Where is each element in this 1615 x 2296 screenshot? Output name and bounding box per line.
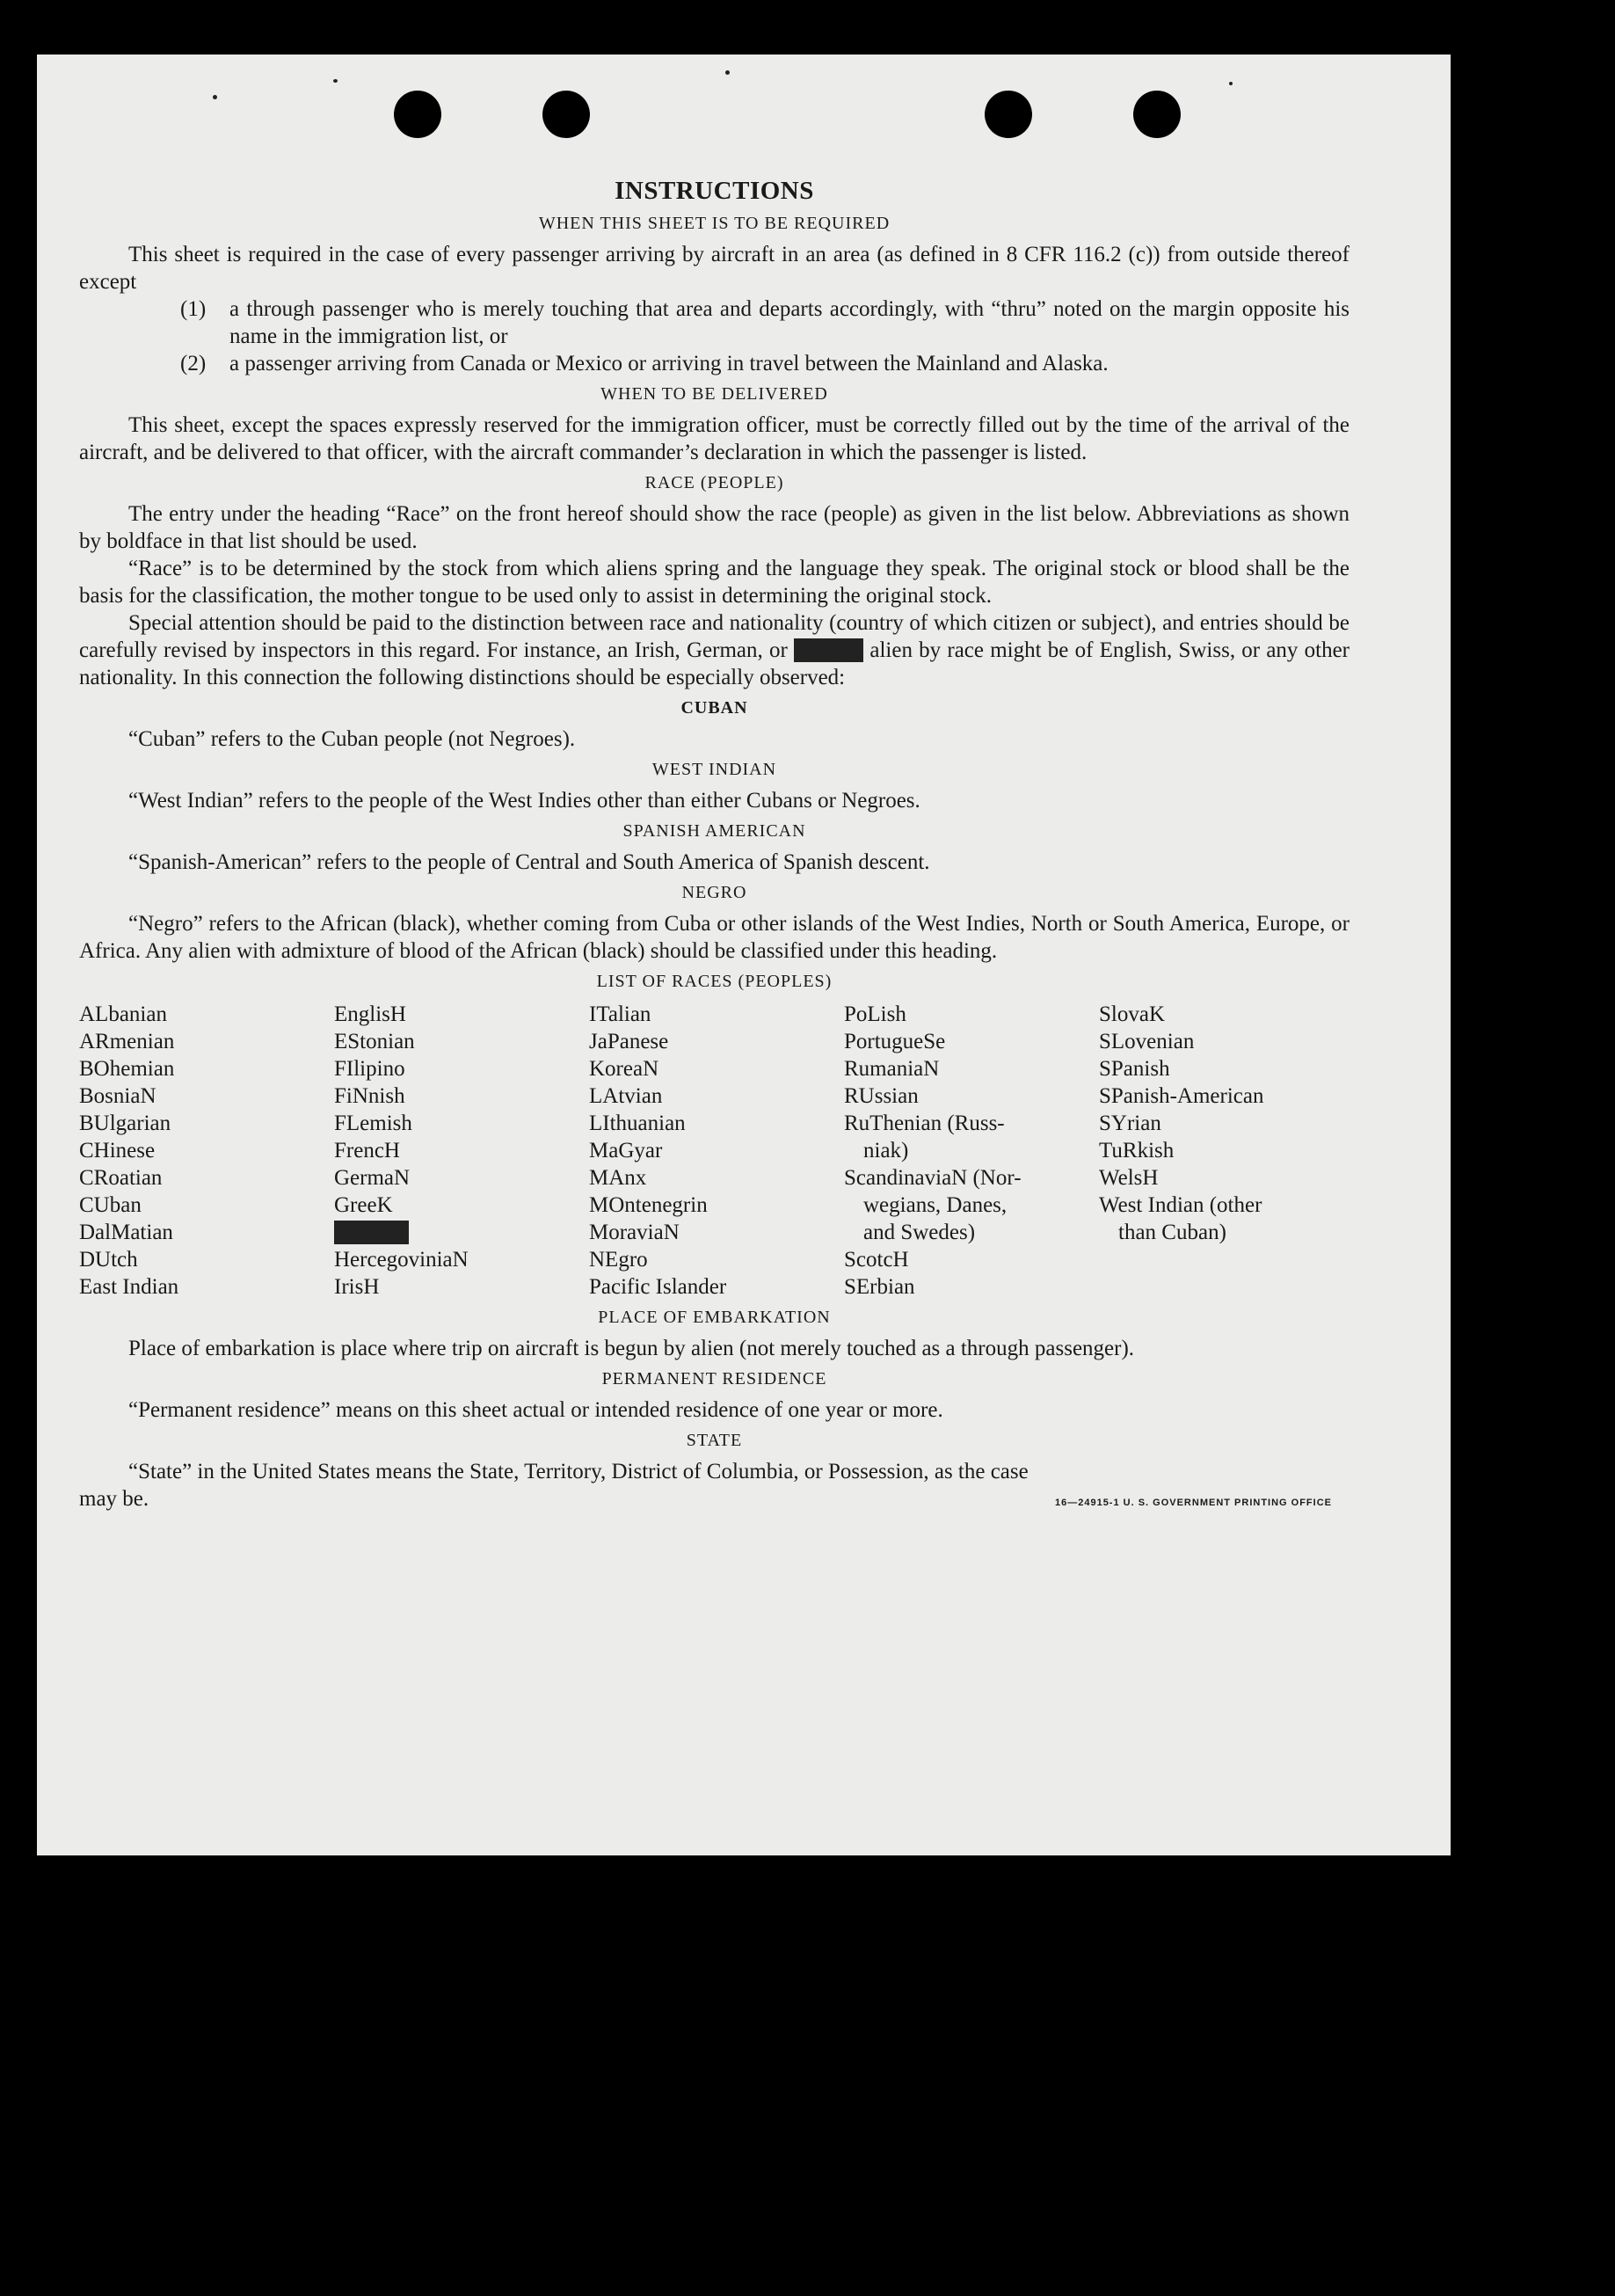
section-heading-residence: PERMANENT RESIDENCE (601, 1369, 827, 1389)
race-entry: CRoatian (79, 1166, 163, 1190)
race-entry: ITalian (589, 1002, 651, 1026)
races-column (1099, 1001, 1354, 1301)
race-entry: RUssian (844, 1084, 919, 1108)
race-entry: PoLish (844, 1002, 906, 1026)
exception-number: (1) (180, 297, 207, 321)
printing-office-imprint: 16—24915-1 U. S. GOVERNMENT PRINTING OFFICE (1054, 1498, 1332, 1508)
race-entry: BosniaN (79, 1084, 156, 1108)
race-paragraph-3 (79, 609, 1349, 691)
west-indian-text: “West Indian” refers to the people of the West Indies other than either Cubans or Negroes. (128, 789, 920, 813)
race-entry: MOntenegrin (589, 1193, 708, 1217)
section-heading-when-required: WHEN THIS SHEET IS TO BE REQUIRED (538, 214, 891, 233)
race-entry: BUlgarian (79, 1112, 171, 1135)
race-entry-continued: than Cuban) (1118, 1221, 1226, 1244)
race-entry: RuThenian (Russ- (844, 1112, 1005, 1135)
races-list (79, 1001, 1349, 1301)
race-entry: JaPanese (589, 1030, 669, 1053)
punch-hole (1133, 91, 1181, 138)
race-entry: BOhemian (79, 1057, 175, 1081)
race-entry: SPanish-American (1099, 1084, 1264, 1108)
embarkation-text: Place of embarkation is place where trip on aircraft is begun by alien (not merely touched as a through passenger). (128, 1337, 1135, 1360)
cuban-text: “Cuban” refers to the Cuban people (not Negroes). (128, 727, 576, 751)
race-entry: EStonian (334, 1030, 415, 1053)
race-entry: CUban (79, 1193, 142, 1217)
race-entry: NEgro (589, 1248, 648, 1272)
state-text: “State” in the United States means the State, Territory, District of Columbia, or Possession, as the case (128, 1460, 1029, 1483)
race-entry-continued: wegians, Danes, (863, 1193, 1008, 1217)
race-entry: FrencH (334, 1139, 400, 1163)
race-entry: FLemish (334, 1112, 412, 1135)
race-entry: FiNnish (334, 1084, 405, 1108)
race-entry-continued: and Swedes) (863, 1221, 976, 1244)
race-entry: LIthuanian (589, 1112, 686, 1135)
race-entry: SlovaK (1099, 1002, 1165, 1026)
section-heading-race: RACE (PEOPLE) (644, 473, 784, 492)
when-delivered-text: This sheet, except the spaces expressly reserved for the immigration officer, must be correctly filled out by the time of the arrival of the aircraft, and be delivered to that officer, with the aircraft commander’s declaration in which the passenger is listed. (79, 413, 1349, 464)
section-heading-cuban: CUBAN (680, 698, 748, 718)
section-heading-negro: NEGRO (681, 883, 747, 902)
race-entry: KoreaN (589, 1057, 659, 1081)
race-entry: SPanish (1099, 1057, 1170, 1081)
race-entry: CHinese (79, 1139, 156, 1163)
race-entry: SYrian (1099, 1112, 1161, 1135)
state-footer-line (79, 1485, 1349, 1517)
race-entry: EnglisH (334, 1002, 406, 1026)
race-entry: PortugueSe (844, 1030, 946, 1053)
section-heading-embarkation: PLACE OF EMBARKATION (598, 1308, 831, 1327)
race-entry: DUtch (79, 1248, 138, 1272)
race-entry: RumaniaN (844, 1057, 940, 1081)
race-paragraph-3-start: Special attention should be paid to the distinction between race and nationality (country of which citizen or subject), and entries should be carefully revised by inspectors in this regard. For instance, an Irish, German, or (79, 611, 1349, 662)
page-title: INSTRUCTIONS (615, 177, 814, 205)
spanish-american-text: “Spanish-American” refers to the people of Central and South America of Spanish descent. (128, 850, 930, 874)
race-entry: ALbanian (79, 1002, 167, 1026)
section-heading-spanish-american: SPANISH AMERICAN (622, 821, 806, 841)
section-heading-west-indian: WEST INDIAN (651, 760, 777, 779)
struck-word: HebreW (334, 1221, 409, 1244)
when-required-intro: This sheet is required in the case of every passenger arriving by aircraft in an area (as defined in 8 CFR 116.2 (c)) from outside thereof except (79, 243, 1349, 294)
race-entry: SErbian (844, 1275, 915, 1299)
race-paragraph-3-end: alien by race might be of English, Swiss, or any other nationality. In this connection the following distinctions should be especially observed: (79, 638, 1350, 689)
race-entry: MoraviaN (589, 1221, 680, 1244)
race-entry: DalMatian (79, 1221, 173, 1244)
race-entry: MAnx (589, 1166, 647, 1190)
race-entry: East Indian (79, 1275, 179, 1299)
race-entry: LAtvian (589, 1084, 663, 1108)
race-paragraph-1: The entry under the heading “Race” on the front hereof should show the race (people) as given in the list below. Abbreviations as shown by boldface in that list should be used. (79, 502, 1349, 553)
section-heading-list-of-races: LIST OF RACES (PEOPLES) (596, 972, 833, 991)
race-entry: IrisH (334, 1275, 380, 1299)
race-entry: ScandinaviaN (Nor- (844, 1166, 1022, 1190)
struck-word: Hebrew (794, 638, 864, 662)
exception-item (180, 295, 1349, 350)
residence-text: “Permanent residence” means on this sheet actual or intended residence of one year or more. (128, 1398, 943, 1422)
dust-speck (725, 70, 730, 75)
race-entry-struck (334, 1219, 589, 1246)
race-entry: HercegoviniaN (334, 1248, 469, 1272)
instructions-content (79, 178, 1349, 1517)
race-entry: GermaN (334, 1166, 411, 1190)
punch-hole (394, 91, 441, 138)
race-entry: FIlipino (334, 1057, 405, 1081)
state-text-end: may be. (79, 1487, 149, 1511)
race-entry: GreeK (334, 1193, 393, 1217)
dust-speck (213, 95, 217, 99)
section-heading-state: STATE (686, 1431, 743, 1450)
races-column (589, 1001, 844, 1301)
race-entry: SLovenian (1099, 1030, 1195, 1053)
races-column (334, 1001, 589, 1301)
section-heading-when-delivered: WHEN TO BE DELIVERED (600, 384, 828, 404)
race-entry: TuRkish (1099, 1139, 1175, 1163)
exception-text: a through passenger who is merely touching that area and departs accordingly, with “thru” noted on the margin opposite his name in the immigration list, or (229, 297, 1349, 348)
punch-hole (542, 91, 590, 138)
races-column (79, 1001, 334, 1301)
negro-text: “Negro” refers to the African (black), whether coming from Cuba or other islands of the West Indies, North or South America, Europe, or Africa. Any alien with admixture of blood of the African (black) should be classified under this heading. (79, 912, 1349, 963)
exception-number: (2) (180, 352, 207, 375)
exception-item (180, 350, 1349, 377)
race-entry: WelsH (1099, 1166, 1159, 1190)
dust-speck (333, 79, 338, 83)
exception-text: a passenger arriving from Canada or Mexico or arriving in travel between the Mainland and Alaska. (229, 352, 1109, 375)
race-paragraph-2: “Race” is to be determined by the stock from which aliens spring and the language they speak. The original stock or blood shall be the basis for the classification, the mother tongue to be used only to assist in determining the original stock. (79, 557, 1349, 608)
races-column (844, 1001, 1099, 1301)
race-entry: Pacific Islander (589, 1275, 727, 1299)
punch-hole (985, 91, 1032, 138)
dust-speck (1229, 82, 1233, 85)
document-sheet (37, 55, 1451, 1855)
race-entry: MaGyar (589, 1139, 663, 1163)
race-entry: West Indian (other (1099, 1193, 1262, 1217)
race-entry-continued: niak) (863, 1139, 909, 1163)
race-entry: ARmenian (79, 1030, 175, 1053)
race-entry: ScotcH (844, 1248, 909, 1272)
